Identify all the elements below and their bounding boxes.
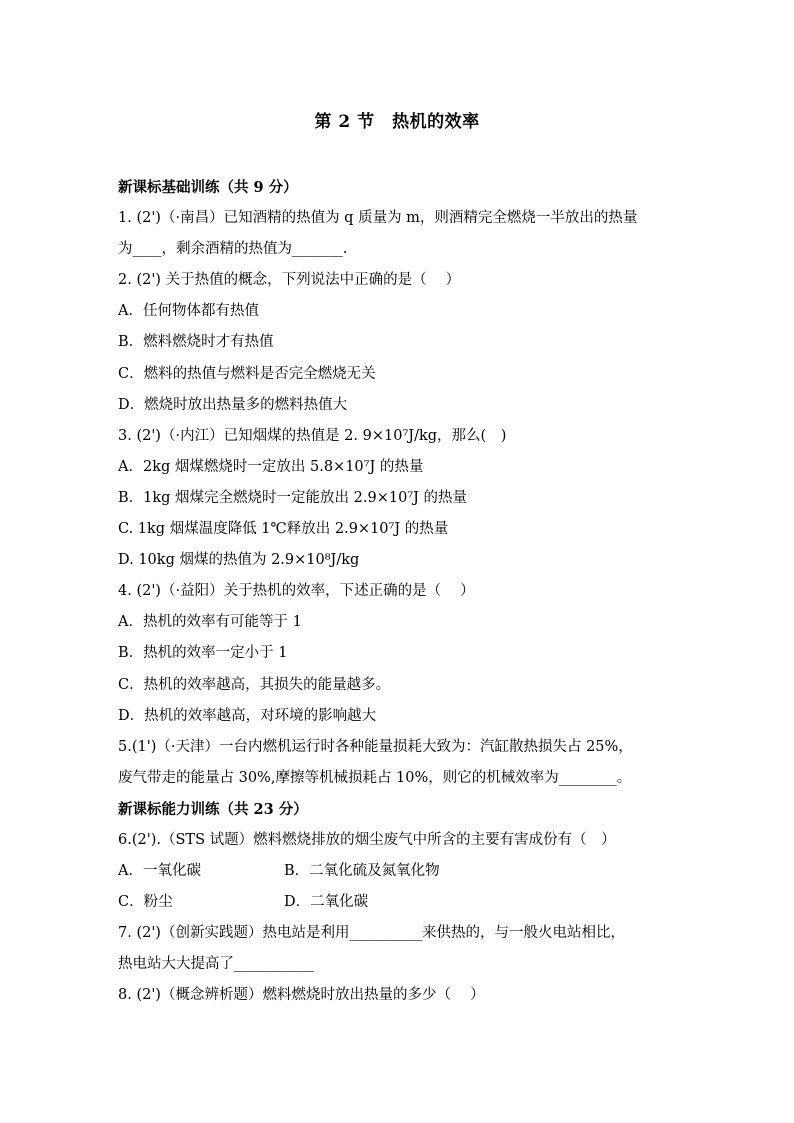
line-text: 废气带走的能量占 30%,摩擦等机械损耗占 10%，则它的机械效率为________。 <box>118 769 632 786</box>
line-text: A．一氧化碳 <box>118 863 201 880</box>
line-text: 8. (2')（概念辨析题）燃料燃烧时放出热量的多少（ ） <box>118 987 485 1004</box>
section-heading <box>118 794 688 825</box>
line-text: D. 10kg 烟煤的热值为 2.9×10⁸J/kg <box>118 552 360 569</box>
line-text: 热电站大大提高了___________ <box>118 956 314 973</box>
text-line <box>118 670 688 701</box>
text-line <box>118 483 688 514</box>
text-line <box>118 949 688 980</box>
text-line <box>118 545 688 576</box>
text-line <box>118 514 688 545</box>
line-text-second-column: D．二氧化碳 <box>284 894 369 911</box>
line-text: D．热机的效率越高，对环境的影响越大 <box>118 707 377 724</box>
line-text: B．1kg 烟煤完全燃烧时一定能放出 2.9×10⁷J 的热量 <box>118 489 468 506</box>
line-text: 为____，剩余酒精的热值为_______. <box>118 241 348 258</box>
line-text-second-column: B．二氧化硫及氮氧化物 <box>284 863 440 880</box>
line-text: 4. (2')（·益阳）关于热机的效率，下述正确的是（ ） <box>118 583 475 600</box>
text-line <box>118 265 688 296</box>
line-text: 5.(1')（·天津）一台内燃机运行时各种能量损耗大致为：汽缸散热损失占 25%， <box>118 738 633 755</box>
line-text: C. 1kg 烟煤温度降低 1℃释放出 2.9×10⁷J 的热量 <box>118 521 449 538</box>
text-line <box>118 856 688 887</box>
line-text: A．热机的效率有可能等于 1 <box>118 614 302 631</box>
line-text: D．燃烧时放出热量多的燃料热值大 <box>118 396 348 413</box>
line-text: C．燃料的热值与燃料是否完全燃烧无关 <box>118 365 376 382</box>
line-text: B．热机的效率一定小于 1 <box>118 645 288 662</box>
text-line <box>118 638 688 669</box>
line-text: 7. (2')（创新实践题）热电站是利用__________来供热的，与一般火电站相比， <box>118 925 625 942</box>
text-line <box>118 203 688 234</box>
section-heading <box>118 172 688 203</box>
text-line <box>118 887 688 918</box>
line-text: C．粉尘 <box>118 894 173 911</box>
line-text: A．任何物体都有热值 <box>118 303 259 320</box>
text-line <box>118 980 688 1011</box>
line-text: 新课标基础训练（共 9 分） <box>118 179 298 196</box>
text-line <box>118 701 688 732</box>
line-text: A．2kg 烟煤燃烧时一定放出 5.8×10⁷J 的热量 <box>118 458 424 475</box>
line-text: 2. (2') 关于热值的概念，下列说法中正确的是（ ） <box>118 272 461 289</box>
text-line <box>118 918 688 949</box>
text-line <box>118 421 688 452</box>
page-title: 第 2 节 热机的效率 <box>314 112 480 132</box>
text-line <box>118 296 688 327</box>
text-line <box>118 763 688 794</box>
line-text: 新课标能力训练（共 23 分） <box>118 800 308 818</box>
text-line <box>118 452 688 483</box>
question-list <box>118 172 688 1012</box>
text-line <box>118 732 688 763</box>
text-line <box>118 327 688 358</box>
line-text: C．热机的效率越高，其损失的能量越多。 <box>118 676 391 693</box>
text-line <box>118 576 688 607</box>
text-line <box>118 234 688 265</box>
text-line <box>118 390 688 421</box>
line-text: 1. (2')（·南昌）已知酒精的热值为 q 质量为 m，则酒精完全燃烧一半放出的热量 <box>118 210 638 227</box>
line-text: 3. (2')（·内江）已知烟煤的热值是 2. 9×10⁷J/kg，那么( ) <box>118 427 507 444</box>
line-text: B．燃料燃烧时才有热值 <box>118 334 274 351</box>
text-line <box>118 825 688 856</box>
line-text: 6.(2').（STS 试题）燃料燃烧排放的烟尘废气中所含的主要有害成份有（ ） <box>118 831 616 848</box>
text-line <box>118 359 688 390</box>
text-line <box>118 607 688 638</box>
